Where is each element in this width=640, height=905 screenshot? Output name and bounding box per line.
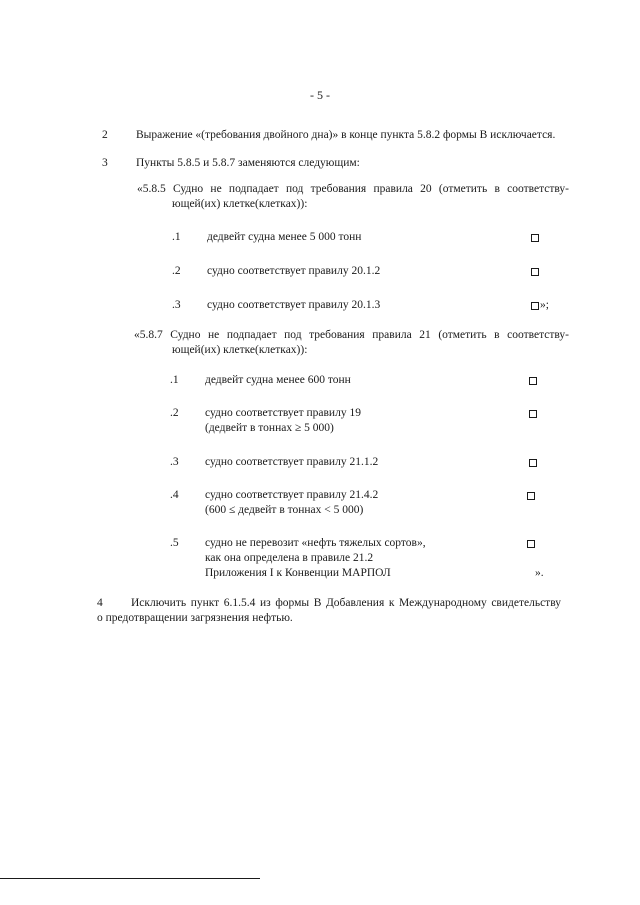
option-text: дедвейт судна менее 5 000 тонн xyxy=(207,231,362,243)
item-number: 4 xyxy=(97,597,103,609)
section-587-intro-line1: «5.8.7 Судно не подпадает под требования правила 21 (отметить в соответству- xyxy=(134,329,569,341)
option-text: судно соответствует правилу 21.1.2 xyxy=(205,456,379,468)
option-text: судно соответствует правилу 20.1.3 xyxy=(207,299,381,311)
item-4-line1: Исключить пункт 6.1.5.4 из формы В Добавления к Международному свидетельству xyxy=(131,597,561,609)
checkbox[interactable] xyxy=(531,234,539,242)
option-number: .5 xyxy=(170,537,179,549)
option-text: судно не перевозит «нефть тяжелых сортов», xyxy=(205,537,426,549)
footer-rule xyxy=(0,878,260,879)
section-585-intro xyxy=(137,182,569,212)
closing-quote: ». xyxy=(535,567,544,579)
option-number: .2 xyxy=(172,265,181,277)
checkbox[interactable] xyxy=(529,459,537,467)
option-number: .3 xyxy=(172,299,181,311)
section-585-intro-line1: «5.8.5 Судно не подпадает под требования правила 20 (отметить в соответству- xyxy=(137,183,569,195)
option-number: .1 xyxy=(172,231,181,243)
section-585-intro-line2: ющей(их) клетке(клетках)): xyxy=(172,198,308,210)
item-4-text xyxy=(97,596,561,626)
option-number: .3 xyxy=(170,456,179,468)
option-text: судно соответствует правилу 19 xyxy=(205,407,361,419)
page-number: - 5 - xyxy=(310,88,330,102)
item-4-line2: о предотвращении загрязнения нефтью. xyxy=(97,612,293,624)
option-text-detail: (600 ≤ дедвейт в тоннах < 5 000) xyxy=(205,504,364,516)
option-text: судно соответствует правилу 20.1.2 xyxy=(207,265,381,277)
closing-quote: »; xyxy=(540,299,549,311)
item-text: Выражение «(требования двойного дна)» в конце пункта 5.8.2 формы В исключается. xyxy=(136,129,556,141)
item-text: Пункты 5.8.5 и 5.8.7 заменяются следующим: xyxy=(136,157,360,169)
option-text-detail: Приложения I к Конвенции МАРПОЛ xyxy=(205,567,391,579)
section-587-intro xyxy=(134,328,569,358)
option-text: судно соответствует правилу 21.4.2 xyxy=(205,489,379,501)
option-number: .4 xyxy=(170,489,179,501)
item-number: 2 xyxy=(102,129,108,141)
option-number: .2 xyxy=(170,407,179,419)
checkbox[interactable] xyxy=(529,377,537,385)
checkbox[interactable] xyxy=(527,492,535,500)
section-587-intro-line2: ющей(их) клетке(клетках)): xyxy=(172,344,308,356)
checkbox[interactable] xyxy=(529,410,537,418)
option-text-detail: (дедвейт в тоннах ≥ 5 000) xyxy=(205,422,334,434)
item-number: 3 xyxy=(102,157,108,169)
checkbox[interactable] xyxy=(527,540,535,548)
option-number: .1 xyxy=(170,374,179,386)
option-text-detail: как она определена в правиле 21.2 xyxy=(205,552,374,564)
checkbox[interactable] xyxy=(531,302,539,310)
option-text: дедвейт судна менее 600 тонн xyxy=(205,374,351,386)
checkbox[interactable] xyxy=(531,268,539,276)
